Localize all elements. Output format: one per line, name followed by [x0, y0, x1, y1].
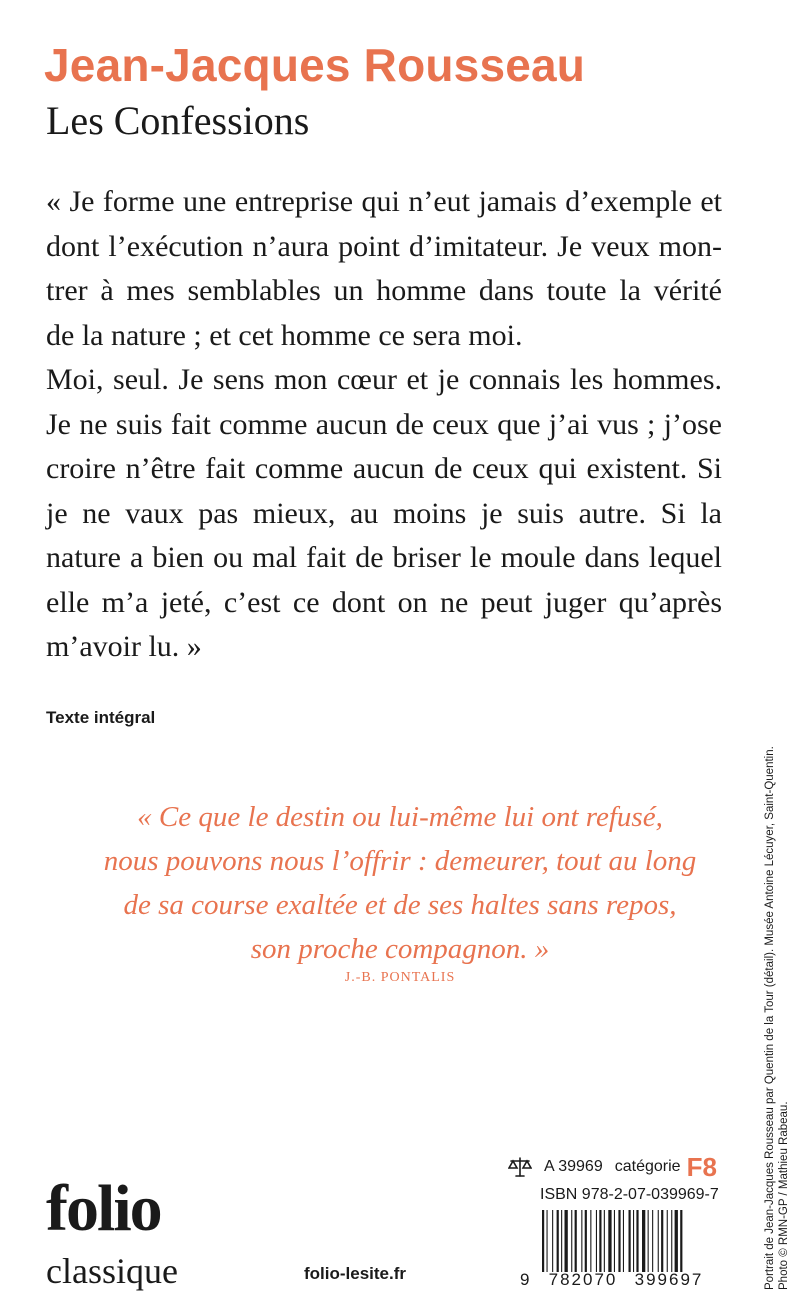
author-name: Jean-Jacques Rousseau — [44, 39, 586, 91]
blurb-line: nature a bien ou mal fait de briser le moule dans lequel — [46, 541, 722, 574]
photo-credit-line: Photo © RMN-GP / Mathieu Rabeau. — [778, 1101, 790, 1290]
reference-number: A 39969 — [544, 1158, 603, 1175]
blurb-line: je ne vaux pas mieux, au moins je suis autre. Si la — [46, 496, 722, 530]
scales-icon — [508, 1156, 532, 1178]
blurb-line: trer à mes semblables un homme dans toute la vérité — [46, 274, 722, 307]
barcode-digits — [520, 1270, 720, 1290]
blurb-line: Moi, seul. Je sens mon cœur et je connais les hommes. — [46, 363, 722, 396]
blurb-line: « Je forme une entreprise qui n’eut jamais d’exemple et — [46, 185, 722, 218]
category-code: F8 — [686, 1151, 717, 1182]
blurb-line: elle m’a jeté, c’est ce dont on ne peut juger qu’après — [46, 585, 722, 619]
blurb-line: Je ne suis fait comme aucun de ceux que j’ai vus ; j’ose — [46, 407, 722, 441]
book-title: Les Confessions — [46, 98, 310, 143]
photo-credit-line: Portrait de Jean-Jacques Rousseau par Quentin de la Tour (détail). Musée Antoine Lécuyer, Saint-Quentin. — [764, 746, 776, 1290]
quote-line: son proche compagnon. » — [250, 933, 550, 965]
barcode-digit-group: 782070 — [548, 1270, 618, 1289]
blurb-line: croire n’être fait comme aucun de ceux qui existent. Si — [46, 452, 722, 485]
blurb-line: dont l’exécution n’aura point d’imitateur. Je veux mon- — [46, 229, 722, 263]
pull-quote — [40, 795, 760, 971]
barcode — [540, 1210, 716, 1272]
blurb-line: m’avoir lu. » — [46, 630, 202, 663]
quote-line: nous pouvons nous l’offrir : demeurer, tout au long — [103, 845, 697, 877]
isbn: ISBN 978-2-07-039969-7 — [540, 1186, 719, 1203]
publisher-website: folio-lesite.fr — [304, 1264, 407, 1283]
barcode-digit-lead: 9 — [520, 1270, 530, 1289]
quote-attribution: J.-B. PONTALIS — [344, 970, 456, 985]
category-label: catégorie — [614, 1158, 681, 1175]
quote-line: « Ce que le destin ou lui-même lui ont refusé, — [137, 801, 663, 833]
quote-line: de sa course exaltée et de ses haltes sans repos, — [123, 889, 677, 921]
barcode-digit-group: 399697 — [634, 1270, 704, 1289]
edition-note: Texte intégral — [46, 708, 156, 727]
reference-row — [508, 1152, 717, 1182]
blurb-line: de la nature ; et cet homme ce sera moi. — [46, 318, 523, 352]
photo-credit — [763, 650, 791, 1290]
back-cover-blurb — [46, 180, 722, 670]
collection-name: classique — [46, 1251, 178, 1291]
publisher-logo: folio — [46, 1172, 161, 1245]
